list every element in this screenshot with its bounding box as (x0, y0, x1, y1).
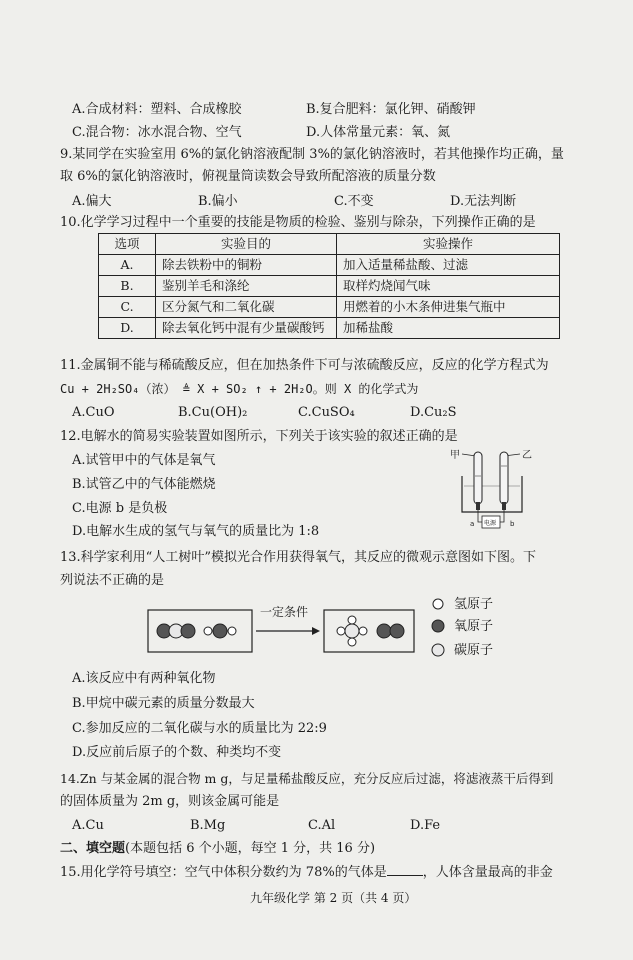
q10-table (98, 233, 560, 339)
q14-option-d: D.Fe (410, 818, 441, 833)
q14-option-a: A.Cu (72, 818, 104, 833)
oxygen-atom (390, 624, 404, 638)
tube-jia-label: 甲 (450, 450, 460, 461)
q8-option-a: A.合成材料：塑料、合成橡胶 (72, 102, 242, 117)
tube-yi-label: 乙 (522, 450, 532, 461)
q13-option-b: B.甲烷中碳元素的质量分数最大 (72, 696, 255, 711)
legend-hydrogen-symbol (433, 599, 443, 609)
q15-text-before: 15.用化学符号填空：空气中体积分数约为 78%的气体是 (60, 865, 387, 880)
hydrogen-atom (228, 627, 236, 635)
legend-oxygen-label: 氧原子 (454, 619, 494, 634)
q11-option-d: D.Cu₂S (410, 405, 457, 420)
q9-option-b: B.偏小 (198, 194, 238, 209)
q11-stem-line1: 11.金属铜不能与稀硫酸反应，但在加热条件下可与浓硫酸反应，反应的化学方程式为 (60, 358, 549, 373)
page-footer: 九年级化学 第 2 页（共 4 页） (250, 891, 417, 905)
table-row (99, 255, 560, 276)
q13-option-a: A.该反应中有两种氧化物 (72, 671, 216, 686)
q12-option-a: A.试管甲中的气体是氧气 (72, 453, 216, 468)
q9-option-c: C.不变 (334, 194, 374, 209)
legend-carbon-symbol (432, 644, 444, 656)
q15-text-after: ，人体含量最高的非金 (422, 865, 553, 880)
table-header-cell: 实验操作 (337, 234, 560, 255)
oxygen-atom (181, 624, 195, 638)
terminal-a-label: a (470, 520, 475, 528)
table-cell: 加入适量稀盐酸、过滤 (337, 255, 560, 276)
table-cell: 区分氮气和二氧化碳 (156, 297, 337, 318)
table-cell: 鉴别羊毛和涤纶 (156, 276, 337, 297)
q11-option-a: A.CuO (72, 405, 115, 420)
q13-option-c: C.参加反应的二氧化碳与水的质量比为 22:9 (72, 721, 327, 736)
table-header-cell: 选项 (99, 234, 156, 255)
terminal-b-label: b (510, 520, 515, 528)
q12-option-b: B.试管乙中的气体能燃烧 (72, 477, 216, 492)
table-header-row (99, 234, 560, 255)
table-header-cell: 实验目的 (156, 234, 337, 255)
table-cell: 用燃着的小木条伸进集气瓶中 (337, 297, 560, 318)
q13-option-d: D.反应前后原子的个数、种类均不变 (72, 745, 282, 760)
table-cell: 除去铁粉中的铜粉 (156, 255, 337, 276)
table-cell: D. (99, 318, 156, 339)
q13-stem-line2: 列说法不正确的是 (60, 573, 165, 588)
q12-stem: 12.电解水的简易实验装置如图所示，下列关于该实验的叙述正确的是 (60, 429, 458, 444)
hydrogen-atom (348, 638, 356, 646)
section-2-title: 二、填空题 (60, 841, 126, 856)
q15-stem (60, 863, 603, 882)
q9-stem-line2: 取 6%的氯化钠溶液时，俯视量筒读数会导致所配溶液的质量分数 (60, 169, 436, 184)
q8-option-c: C.混合物：冰水混合物、空气 (72, 125, 242, 140)
q14-option-c: C.Al (308, 818, 336, 833)
hydrogen-atom (337, 627, 345, 635)
table-row (99, 276, 560, 297)
table-cell: B. (99, 276, 156, 297)
table-cell: 加稀盐酸 (337, 318, 560, 339)
q14-stem-line2: 的固体质量为 2m g，则该金属可能是 (60, 794, 280, 809)
q12-option-c: C.电源 b 是负极 (72, 501, 168, 516)
table-row (99, 318, 560, 339)
power-source-label: 电源 (484, 520, 497, 527)
q9-stem-line1: 9.某同学在实验室用 6%的氯化钠溶液配制 3%的氯化钠溶液时，若其他操作均正确，量 (60, 147, 564, 162)
table-cell: 除去氧化钙中混有少量碳酸钙 (156, 318, 337, 339)
oxygen-atom (213, 624, 227, 638)
table-row (99, 297, 560, 318)
q9-option-a: A.偏大 (72, 194, 112, 209)
reaction-condition-label: 一定条件 (260, 605, 309, 619)
section-2-heading (60, 840, 603, 858)
reaction-microscopic-diagram (140, 594, 500, 666)
legend-hydrogen-label: 氢原子 (454, 597, 494, 612)
hydrogen-atom (204, 627, 212, 635)
q14-option-b: B.Mg (190, 818, 226, 833)
legend-carbon-label: 碳原子 (454, 643, 494, 658)
q14-stem-line1: 14.Zn 与某金属的混合物 m g，与足量稀盐酸反应，充分反应后过滤，将滤液蒸干后得到 (60, 771, 554, 786)
carbon-atom (345, 624, 359, 638)
q8-option-d: D.人体常量元素：氧、氮 (306, 125, 451, 140)
electrolysis-apparatus-figure (448, 446, 538, 532)
legend-oxygen-symbol (432, 620, 444, 632)
table-cell: 取样灼烧闻气味 (337, 276, 560, 297)
q15-answer-blank (387, 863, 423, 876)
hydrogen-atom (359, 627, 367, 635)
q13-stem-line1: 13.科学家利用“人工树叶”模拟光合作用获得氧气，其反应的微观示意图如下图。下 (60, 550, 536, 565)
q9-option-d: D.无法判断 (450, 194, 517, 209)
q11-option-b: B.Cu(OH)₂ (178, 405, 248, 420)
table-cell: A. (99, 255, 156, 276)
q8-option-b: B.复合肥料：氯化钾、硝酸钾 (306, 102, 476, 117)
q12-option-d: D.电解水生成的氢气与氧气的质量比为 1:8 (72, 524, 320, 539)
q10-stem: 10.化学学习过程中一个重要的技能是物质的检验、鉴别与除杂，下列操作正确的是 (60, 215, 536, 230)
q11-equation: Cu + 2H₂SO₄（浓） ≜ X + SO₂ ↑ + 2H₂O。则 X 的化学式为 (60, 382, 419, 396)
oxygen-atom (377, 624, 391, 638)
section-2-note: (本题包括 6 个小题，每空 1 分，共 16 分) (125, 841, 376, 856)
hydrogen-atom (348, 616, 356, 624)
q11-option-c: C.CuSO₄ (298, 405, 355, 420)
table-cell: C. (99, 297, 156, 318)
